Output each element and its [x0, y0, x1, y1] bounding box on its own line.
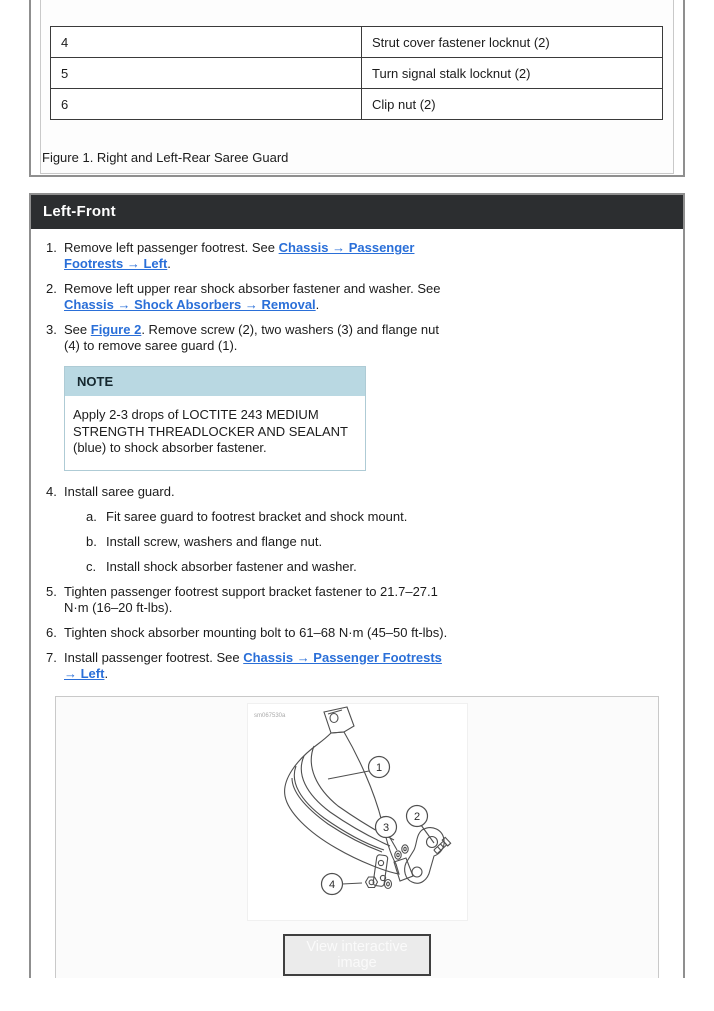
- table-row: [51, 27, 663, 58]
- step-number: 6.: [46, 624, 57, 640]
- svg-text:2: 2: [413, 810, 420, 823]
- step-item: [46, 625, 454, 641]
- step-item: [46, 484, 454, 575]
- step-text: [64, 281, 454, 313]
- table-row: [51, 89, 663, 120]
- figure2-image: [247, 703, 468, 921]
- item-number-cell: 6: [51, 89, 362, 120]
- item-description-cell: Strut cover fastener locknut (2): [362, 27, 663, 58]
- step-item: [46, 281, 454, 313]
- figure1-parts-table: [50, 26, 663, 120]
- figure1-caption: Figure 1. Right and Left-Rear Saree Guard: [42, 150, 289, 165]
- step-text: [64, 584, 454, 616]
- step-text: [64, 322, 454, 354]
- step-number: 3.: [46, 322, 57, 337]
- step-number: 5.: [46, 583, 57, 599]
- substep-letter: b.: [86, 533, 97, 549]
- step-text: [64, 240, 454, 272]
- steps-list: [46, 240, 668, 682]
- substep-letter: c.: [86, 558, 97, 574]
- step-item: [46, 322, 454, 354]
- step-text-segment: .: [104, 665, 109, 681]
- section-content: [31, 229, 683, 978]
- figure2-container: [55, 696, 659, 979]
- figure1-section: [29, 0, 685, 177]
- substep-item: [86, 534, 454, 550]
- substep-item: [86, 559, 454, 575]
- step-text: [64, 484, 454, 575]
- step-number: 1.: [46, 240, 57, 255]
- figure2-diagram: [248, 704, 467, 920]
- substep-item: [86, 509, 454, 525]
- item-description-cell: Clip nut (2): [362, 89, 663, 120]
- item-number-cell: 5: [51, 58, 362, 89]
- figure1-table-body: [51, 27, 663, 120]
- svg-text:3: 3: [382, 821, 389, 834]
- substep-text: Fit saree guard to footrest bracket and shock mount.: [106, 508, 408, 524]
- figure-link[interactable]: Figure 2: [90, 322, 142, 337]
- svg-text:1: 1: [375, 761, 382, 774]
- view-interactive-image-button[interactable]: View interactive image: [283, 934, 431, 976]
- section-header-bar: Left-Front: [31, 195, 683, 229]
- callout-1: [368, 756, 389, 777]
- figure-watermark: sm067530a: [253, 712, 285, 719]
- step-text-segment: .: [315, 297, 320, 312]
- step-text-segment: See: [64, 322, 91, 337]
- callout-3: [375, 816, 396, 837]
- svg-text:4: 4: [328, 878, 335, 891]
- step-text-segment: Tighten shock absorber mounting bolt to 61–68 N·m (45–50 ft-lbs).: [64, 624, 448, 640]
- step-item: [46, 240, 454, 272]
- step-text-segment: Tighten passenger footrest support bracket fastener to 21.7–27.1 N·m (16–20 ft-lbs).: [64, 583, 438, 615]
- callout-2: [406, 805, 427, 826]
- figure1-container: [40, 0, 674, 174]
- step-item: [46, 650, 454, 682]
- substep-text: Install screw, washers and flange nut.: [106, 533, 323, 549]
- step-text-segment: Remove left upper rear shock absorber fastener and washer. See: [64, 281, 441, 296]
- step-text-segment: Remove left passenger footrest. See: [64, 240, 279, 255]
- step-text-segment: Install saree guard.: [64, 483, 175, 499]
- step-text-segment: Install passenger footrest. See: [64, 649, 244, 665]
- step-text: [64, 625, 454, 641]
- step-number: 2.: [46, 281, 57, 296]
- procedure-link[interactable]: Chassis → Passenger Footrests → Left: [64, 649, 442, 681]
- step-text: [64, 650, 454, 682]
- note-box: [64, 366, 366, 471]
- note-text: Apply 2-3 drops of LOCTITE 243 MEDIUM STRENGTH THREADLOCKER AND SEALANT (blue) to shock absorber fastener.: [73, 407, 348, 455]
- step-number: 4.: [46, 483, 57, 499]
- step-text-segment: . Remove screw (2), two washers (3) and flange nut (4) to remove saree guard (1).: [64, 322, 440, 353]
- step-number: 7.: [46, 649, 57, 665]
- procedure-link[interactable]: Chassis → Shock Absorbers → Removal: [64, 297, 316, 312]
- callout-4: [321, 873, 342, 894]
- table-row: [51, 58, 663, 89]
- saree-guard-drawing: [284, 707, 450, 889]
- step-item: [46, 584, 454, 616]
- substep-text: Install shock absorber fastener and washer.: [106, 558, 357, 574]
- step-text-segment: .: [167, 256, 171, 271]
- note-label: NOTE: [65, 367, 365, 396]
- left-front-section: [29, 193, 685, 978]
- item-number-cell: 4: [51, 27, 362, 58]
- substep-letter: a.: [86, 508, 97, 524]
- item-description-cell: Turn signal stalk locknut (2): [362, 58, 663, 89]
- procedure-link[interactable]: Chassis → Passenger Footrests → Left: [64, 240, 415, 271]
